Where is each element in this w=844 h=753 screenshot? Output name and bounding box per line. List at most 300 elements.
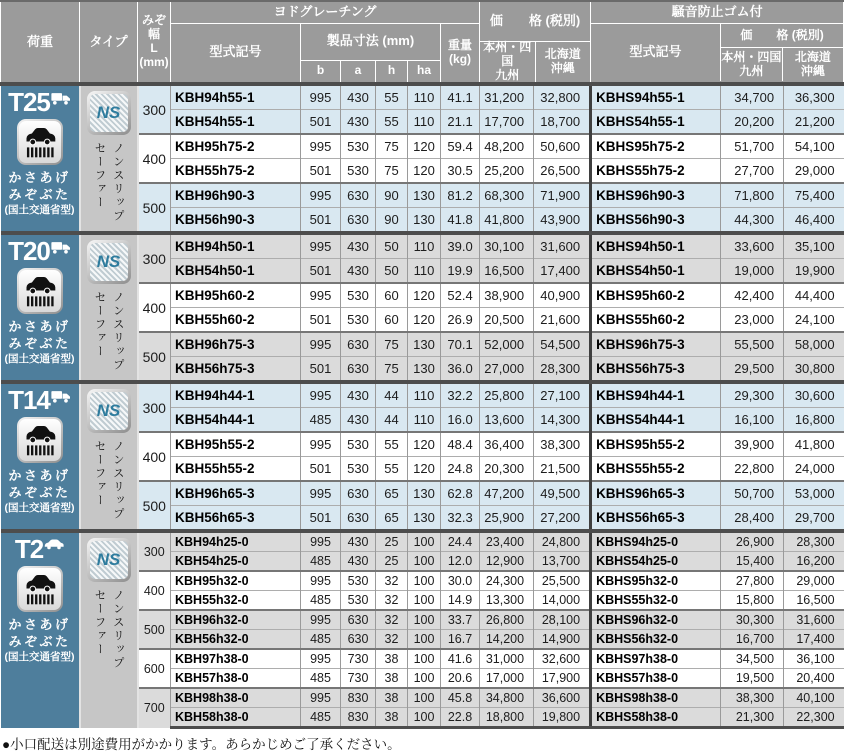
- dim-b-cell: 995: [301, 233, 341, 259]
- price-honshu-cell: 52,000: [480, 332, 534, 357]
- model-code-cell: KBH96h90-3: [171, 183, 301, 208]
- load-caption: [5, 617, 75, 664]
- weight-cell: 45.8: [441, 688, 480, 708]
- dim-h-cell: 38: [376, 708, 408, 728]
- rubber-model-code-cell: KBHS96h90-3: [591, 183, 721, 208]
- weight-cell: 12.0: [441, 552, 480, 572]
- dim-ha-cell: 110: [408, 233, 441, 259]
- dim-ha-cell: 100: [408, 571, 441, 591]
- col-header-rubber-group: [591, 1, 844, 84]
- dim-b-cell: 485: [301, 552, 341, 572]
- dim-a-cell: 730: [341, 649, 376, 669]
- weight-cell: 21.1: [441, 110, 480, 135]
- load-rating-label: T14: [8, 385, 50, 415]
- weight-cell: 20.6: [441, 669, 480, 689]
- ns-logo: [87, 538, 131, 582]
- dim-ha-cell: 100: [408, 688, 441, 708]
- car-icon: [44, 538, 64, 550]
- dim-ha-cell: 100: [408, 531, 441, 552]
- rubber-price-honshu-cell: 16,700: [721, 630, 784, 650]
- rubber-model-code-cell: KBHS98h38-0: [591, 688, 721, 708]
- price-honshu-cell: 31,200: [480, 84, 534, 110]
- dim-ha-cell: 120: [408, 308, 441, 333]
- type-vertical-label: ノンスリップ セーファー: [93, 142, 124, 223]
- price-hokkaido-cell: 50,600: [534, 134, 591, 159]
- col-header-model: 型式記号: [171, 23, 301, 84]
- rubber-price-hokkaido-cell: 20,400: [784, 669, 844, 689]
- dim-h-cell: 50: [376, 259, 408, 284]
- model-code-cell: KBH55h75-2: [171, 159, 301, 184]
- model-code-cell: KBH95h55-2: [171, 432, 301, 457]
- dim-b-cell: 995: [301, 183, 341, 208]
- dim-b-cell: 501: [301, 208, 341, 234]
- price-hokkaido-cell: 43,900: [534, 208, 591, 234]
- model-code-cell: KBH98h38-0: [171, 688, 301, 708]
- col-header-dim-ha: ha: [408, 60, 441, 84]
- rubber-model-code-cell: KBHS95h75-2: [591, 134, 721, 159]
- rubber-price-honshu-cell: 27,800: [721, 571, 784, 591]
- dim-b-cell: 485: [301, 669, 341, 689]
- dim-ha-cell: 100: [408, 669, 441, 689]
- weight-cell: 62.8: [441, 481, 480, 506]
- table-row: [1, 382, 844, 408]
- rubber-price-honshu-cell: 23,000: [721, 308, 784, 333]
- dim-a-cell: 530: [341, 457, 376, 482]
- model-code-cell: KBH55h55-2: [171, 457, 301, 482]
- dim-h-cell: 25: [376, 552, 408, 572]
- caption-line: かさあげ: [8, 617, 71, 632]
- ns-logo-text: NS: [96, 401, 121, 420]
- model-code-cell: KBH94h55-1: [171, 84, 301, 110]
- rubber-price-hokkaido-cell: 21,200: [784, 110, 844, 135]
- dim-a-cell: 630: [341, 208, 376, 234]
- dim-a-cell: 630: [341, 183, 376, 208]
- rubber-model-code-cell: KBHS95h32-0: [591, 571, 721, 591]
- model-code-cell: KBH58h38-0: [171, 708, 301, 728]
- rubber-price-honshu-cell: 34,700: [721, 84, 784, 110]
- dim-b-cell: 501: [301, 110, 341, 135]
- weight-cell: 32.3: [441, 506, 480, 532]
- dim-b-cell: 995: [301, 283, 341, 308]
- load-rating-label: T20: [8, 236, 50, 266]
- caption-line: かさあげ: [8, 319, 71, 334]
- table-row: [1, 84, 844, 110]
- rubber-price-honshu-cell: 33,600: [721, 233, 784, 259]
- dim-a-cell: 630: [341, 506, 376, 532]
- load-cell-T14: [1, 382, 80, 531]
- dim-ha-cell: 110: [408, 259, 441, 284]
- model-code-cell: KBH55h60-2: [171, 308, 301, 333]
- dim-b-cell: 501: [301, 159, 341, 184]
- dim-a-cell: 530: [341, 432, 376, 457]
- rubber-price-honshu-cell: 55,500: [721, 332, 784, 357]
- dim-h-cell: 25: [376, 531, 408, 552]
- caption-line: みぞぶた: [8, 484, 71, 500]
- rubber-model-code-cell: KBHS94h50-1: [591, 233, 721, 259]
- rubber-model-code-cell: KBHS95h55-2: [591, 432, 721, 457]
- dim-ha-cell: 100: [408, 591, 441, 611]
- rubber-price-honshu-cell: 27,700: [721, 159, 784, 184]
- rubber-price-hokkaido-cell: 35,100: [784, 233, 844, 259]
- rubber-model-code-cell: KBHS58h38-0: [591, 708, 721, 728]
- groove-width-cell: 700: [138, 688, 171, 728]
- rubber-model-code-cell: KBHS54h50-1: [591, 259, 721, 284]
- price-honshu-cell: 26,800: [480, 610, 534, 630]
- weight-cell: 22.8: [441, 708, 480, 728]
- groove-width-cell: 500: [138, 183, 171, 233]
- ns-logo: [87, 91, 131, 135]
- table-row: [1, 233, 844, 259]
- dim-h-cell: 32: [376, 630, 408, 650]
- dim-h-cell: 44: [376, 408, 408, 433]
- rubber-price-hokkaido-cell: 58,000: [784, 332, 844, 357]
- dim-ha-cell: 120: [408, 432, 441, 457]
- rubber-price-hokkaido-cell: 46,400: [784, 208, 844, 234]
- model-code-cell: KBH54h25-0: [171, 552, 301, 572]
- groove-width-cell: 500: [138, 481, 171, 531]
- price-honshu-cell: 25,900: [480, 506, 534, 532]
- price-hokkaido-cell: 17,400: [534, 259, 591, 284]
- rubber-model-code-cell: KBHS54h44-1: [591, 408, 721, 433]
- table-header: [1, 1, 844, 84]
- rubber-price-hokkaido-cell: 24,100: [784, 308, 844, 333]
- dim-ha-cell: 120: [408, 457, 441, 482]
- dim-ha-cell: 130: [408, 332, 441, 357]
- dim-a-cell: 430: [341, 382, 376, 408]
- dim-h-cell: 60: [376, 283, 408, 308]
- dim-ha-cell: 100: [408, 552, 441, 572]
- rubber-group-label: 騒音防止ゴム付: [591, 2, 843, 24]
- rubber-price-honshu-cell: 29,300: [721, 382, 784, 408]
- rubber-model-code-cell: KBHS94h55-1: [591, 84, 721, 110]
- load-cell-T2: [1, 531, 80, 728]
- price-hokkaido-cell: 19,800: [534, 708, 591, 728]
- ns-logo-text: NS: [96, 252, 121, 271]
- rubber-price-hokkaido-cell: 36,100: [784, 649, 844, 669]
- ns-logo-text: NS: [96, 103, 121, 122]
- rubber-price-hokkaido-cell: 31,600: [784, 610, 844, 630]
- rubber-price-honshu-cell: 38,300: [721, 688, 784, 708]
- weight-cell: 19.9: [441, 259, 480, 284]
- rubber-model-code-cell: KBHS95h60-2: [591, 283, 721, 308]
- model-code-cell: KBH94h50-1: [171, 233, 301, 259]
- groove-width-cell: 300: [138, 382, 171, 432]
- dim-h-cell: 65: [376, 481, 408, 506]
- load-cell-T20: [1, 233, 80, 382]
- model-code-cell: KBH94h44-1: [171, 382, 301, 408]
- car-grating-icon: [17, 566, 63, 612]
- dim-ha-cell: 100: [408, 630, 441, 650]
- rubber-price-honshu-cell: 71,800: [721, 183, 784, 208]
- dim-a-cell: 530: [341, 159, 376, 184]
- dim-b-cell: 995: [301, 432, 341, 457]
- groove-width-cell: 500: [138, 332, 171, 382]
- dim-ha-cell: 110: [408, 408, 441, 433]
- dim-h-cell: 55: [376, 432, 408, 457]
- dim-ha-cell: 100: [408, 708, 441, 728]
- rubber-price-honshu-cell: 26,900: [721, 531, 784, 552]
- groove-width-cell: 300: [138, 84, 171, 134]
- price-honshu-cell: 17,000: [480, 669, 534, 689]
- load-caption: [5, 468, 75, 515]
- type-cell: [80, 233, 138, 382]
- groove-width-cell: 400: [138, 432, 171, 481]
- rubber-price-honshu-cell: 16,100: [721, 408, 784, 433]
- dim-ha-cell: 130: [408, 357, 441, 383]
- price-honshu-cell: 31,000: [480, 649, 534, 669]
- model-code-cell: KBH55h32-0: [171, 591, 301, 611]
- weight-cell: 26.9: [441, 308, 480, 333]
- col-header-type: タイプ: [80, 1, 138, 84]
- rubber-price-hokkaido-cell: 30,600: [784, 382, 844, 408]
- weight-cell: 16.0: [441, 408, 480, 433]
- price-honshu-cell: 36,400: [480, 432, 534, 457]
- car-grating-icon: [17, 268, 63, 314]
- col-header-region-honshu: 本州・四国 九州: [480, 42, 536, 82]
- price-honshu-cell: 17,700: [480, 110, 534, 135]
- truck-icon: [51, 91, 71, 106]
- rubber-price-honshu-cell: 51,700: [721, 134, 784, 159]
- rubber-model-code-cell: KBHS96h75-3: [591, 332, 721, 357]
- type-cell: [80, 531, 138, 728]
- col-header-dim-a: a: [341, 60, 376, 84]
- dim-a-cell: 430: [341, 531, 376, 552]
- caption-line: みぞぶた: [8, 633, 71, 649]
- dim-ha-cell: 120: [408, 283, 441, 308]
- truck-icon: [51, 389, 71, 404]
- price-honshu-cell: 18,800: [480, 708, 534, 728]
- rubber-model-code-cell: KBHS56h65-3: [591, 506, 721, 532]
- rubber-price-honshu-cell: 15,400: [721, 552, 784, 572]
- price-hokkaido-cell: 24,800: [534, 531, 591, 552]
- model-code-cell: KBH96h32-0: [171, 610, 301, 630]
- weight-cell: 41.8: [441, 208, 480, 234]
- rubber-price-honshu-cell: 21,300: [721, 708, 784, 728]
- dim-b-cell: 995: [301, 332, 341, 357]
- dim-a-cell: 730: [341, 669, 376, 689]
- caption-gov-line: (国土交通省型): [4, 650, 75, 663]
- dim-b-cell: 485: [301, 408, 341, 433]
- rubber-model-code-cell: KBHS97h38-0: [591, 649, 721, 669]
- dim-h-cell: 32: [376, 610, 408, 630]
- dim-h-cell: 75: [376, 357, 408, 383]
- dim-h-cell: 50: [376, 233, 408, 259]
- dim-a-cell: 830: [341, 688, 376, 708]
- rubber-price-hokkaido-cell: 16,800: [784, 408, 844, 433]
- weight-cell: 59.4: [441, 134, 480, 159]
- rubber-price-hokkaido-cell: 28,300: [784, 531, 844, 552]
- dim-h-cell: 75: [376, 159, 408, 184]
- groove-width-cell: 300: [138, 233, 171, 283]
- col-header-groove: みぞ幅 L (mm): [138, 1, 171, 84]
- ns-logo-text: NS: [96, 550, 121, 569]
- dim-b-cell: 995: [301, 649, 341, 669]
- rubber-price-honshu-cell: 22,800: [721, 457, 784, 482]
- rubber-price-honshu-cell: 30,300: [721, 610, 784, 630]
- truck-icon: [51, 240, 71, 255]
- price-honshu-cell: 13,300: [480, 591, 534, 611]
- dim-ha-cell: 100: [408, 610, 441, 630]
- rubber-model-code-cell: KBHS55h75-2: [591, 159, 721, 184]
- col-header-rubber-region-honshu: 本州・四国 九州: [721, 48, 783, 81]
- dim-ha-cell: 100: [408, 649, 441, 669]
- dim-b-cell: 995: [301, 610, 341, 630]
- price-hokkaido-cell: 27,200: [534, 506, 591, 532]
- model-code-cell: KBH54h50-1: [171, 259, 301, 284]
- caption-line: かさあげ: [8, 170, 71, 185]
- caption-line: みぞぶた: [8, 186, 71, 202]
- dim-b-cell: 995: [301, 531, 341, 552]
- dim-ha-cell: 120: [408, 134, 441, 159]
- dim-a-cell: 630: [341, 357, 376, 383]
- weight-cell: 36.0: [441, 357, 480, 383]
- ns-logo: [87, 389, 131, 433]
- rubber-price-honshu-cell: 28,400: [721, 506, 784, 532]
- dim-h-cell: 38: [376, 688, 408, 708]
- dim-h-cell: 60: [376, 308, 408, 333]
- rubber-price-honshu-cell: 42,400: [721, 283, 784, 308]
- weight-cell: 39.0: [441, 233, 480, 259]
- rubber-model-code-cell: KBHS94h25-0: [591, 531, 721, 552]
- dim-h-cell: 55: [376, 110, 408, 135]
- price-hokkaido-cell: 54,500: [534, 332, 591, 357]
- price-hokkaido-cell: 18,700: [534, 110, 591, 135]
- col-header-region-hokkaido: 北海道 沖縄: [544, 47, 581, 75]
- col-header-grating-group: ヨドグレーチング: [171, 1, 480, 23]
- weight-cell: 41.6: [441, 649, 480, 669]
- price-honshu-cell: 12,900: [480, 552, 534, 572]
- price-honshu-cell: 34,800: [480, 688, 534, 708]
- dim-h-cell: 90: [376, 183, 408, 208]
- price-honshu-cell: 16,500: [480, 259, 534, 284]
- rubber-price-honshu-cell: 44,300: [721, 208, 784, 234]
- price-hokkaido-cell: 71,900: [534, 183, 591, 208]
- rubber-price-hokkaido-cell: 40,100: [784, 688, 844, 708]
- dim-a-cell: 630: [341, 332, 376, 357]
- dim-h-cell: 38: [376, 649, 408, 669]
- price-hokkaido-cell: 14,300: [534, 408, 591, 433]
- model-code-cell: KBH95h32-0: [171, 571, 301, 591]
- dim-b-cell: 995: [301, 382, 341, 408]
- rubber-price-hokkaido-cell: 29,700: [784, 506, 844, 532]
- dim-a-cell: 630: [341, 630, 376, 650]
- dim-h-cell: 32: [376, 571, 408, 591]
- price-hokkaido-cell: 21,500: [534, 457, 591, 482]
- caption-gov-line: (国土交通省型): [4, 203, 75, 216]
- dim-b-cell: 995: [301, 571, 341, 591]
- dim-b-cell: 501: [301, 259, 341, 284]
- load-caption: [5, 170, 75, 217]
- price-honshu-cell: 25,200: [480, 159, 534, 184]
- dim-h-cell: 65: [376, 506, 408, 532]
- price-honshu-cell: 47,200: [480, 481, 534, 506]
- groove-width-cell: 400: [138, 571, 171, 610]
- dim-h-cell: 75: [376, 134, 408, 159]
- col-header-rubber-region-hokkaido: 北海道 沖縄: [794, 49, 831, 78]
- price-honshu-cell: 41,800: [480, 208, 534, 234]
- rubber-price-hokkaido-cell: 36,300: [784, 84, 844, 110]
- type-vertical-label: ノンスリップ セーファー: [93, 291, 124, 372]
- dim-a-cell: 630: [341, 610, 376, 630]
- rubber-price-hokkaido-cell: 17,400: [784, 630, 844, 650]
- model-code-cell: KBH97h38-0: [171, 649, 301, 669]
- price-hokkaido-cell: 25,500: [534, 571, 591, 591]
- footer-note: ●小口配送は別途費用がかかります。あらかじめご了承ください。: [2, 737, 401, 752]
- col-header-rubber-model: 型式記号: [591, 24, 721, 81]
- car-grating-icon: [17, 417, 63, 463]
- price-honshu-cell: 38,900: [480, 283, 534, 308]
- rubber-price-honshu-cell: 50,700: [721, 481, 784, 506]
- price-hokkaido-cell: 36,600: [534, 688, 591, 708]
- type-cell: [80, 382, 138, 531]
- col-header-load: 荷重: [1, 1, 80, 84]
- price-honshu-cell: 27,000: [480, 357, 534, 383]
- rubber-model-code-cell: KBHS56h75-3: [591, 357, 721, 383]
- model-code-cell: KBH56h65-3: [171, 506, 301, 532]
- price-honshu-cell: 68,300: [480, 183, 534, 208]
- weight-cell: 24.8: [441, 457, 480, 482]
- dim-b-cell: 501: [301, 457, 341, 482]
- rubber-model-code-cell: KBHS96h65-3: [591, 481, 721, 506]
- price-honshu-cell: 48,200: [480, 134, 534, 159]
- weight-cell: 24.4: [441, 531, 480, 552]
- price-hokkaido-cell: 38,300: [534, 432, 591, 457]
- dim-h-cell: 32: [376, 591, 408, 611]
- rubber-price-hokkaido-cell: 53,000: [784, 481, 844, 506]
- rubber-price-hokkaido-cell: 24,000: [784, 457, 844, 482]
- groove-width-cell: 300: [138, 531, 171, 571]
- rubber-model-code-cell: KBHS94h44-1: [591, 382, 721, 408]
- caption-line: みぞぶた: [8, 335, 71, 351]
- model-code-cell: KBH56h90-3: [171, 208, 301, 234]
- dim-b-cell: 485: [301, 708, 341, 728]
- dim-a-cell: 530: [341, 571, 376, 591]
- dim-ha-cell: 130: [408, 481, 441, 506]
- price-hokkaido-cell: 32,600: [534, 649, 591, 669]
- rubber-price-hokkaido-cell: 29,000: [784, 571, 844, 591]
- rubber-model-code-cell: KBHS56h32-0: [591, 630, 721, 650]
- rubber-price-honshu-cell: 34,500: [721, 649, 784, 669]
- dim-a-cell: 430: [341, 84, 376, 110]
- load-cell-T25: [1, 84, 80, 233]
- dim-ha-cell: 110: [408, 84, 441, 110]
- weight-cell: 81.2: [441, 183, 480, 208]
- weight-cell: 41.1: [441, 84, 480, 110]
- rubber-price-hokkaido-cell: 44,400: [784, 283, 844, 308]
- dim-ha-cell: 130: [408, 183, 441, 208]
- type-vertical-label: ノンスリップ セーファー: [93, 589, 124, 670]
- rubber-model-code-cell: KBHS54h25-0: [591, 552, 721, 572]
- rubber-model-code-cell: KBHS56h90-3: [591, 208, 721, 234]
- rubber-model-code-cell: KBHS55h55-2: [591, 457, 721, 482]
- rubber-price-group-label: 価 格 (税別): [721, 24, 843, 48]
- dim-b-cell: 995: [301, 84, 341, 110]
- price-hokkaido-cell: 32,800: [534, 84, 591, 110]
- rubber-price-honshu-cell: 19,000: [721, 259, 784, 284]
- col-header-price-group: [480, 1, 591, 84]
- model-code-cell: KBH94h25-0: [171, 531, 301, 552]
- caption-gov-line: (国土交通省型): [4, 501, 75, 514]
- price-hokkaido-cell: 17,900: [534, 669, 591, 689]
- dim-b-cell: 501: [301, 357, 341, 383]
- rubber-price-hokkaido-cell: 75,400: [784, 183, 844, 208]
- rubber-price-honshu-cell: 20,200: [721, 110, 784, 135]
- caption-gov-line: (国土交通省型): [4, 352, 75, 365]
- price-hokkaido-cell: 26,500: [534, 159, 591, 184]
- rubber-price-hokkaido-cell: 16,500: [784, 591, 844, 611]
- rubber-price-hokkaido-cell: 29,000: [784, 159, 844, 184]
- dim-ha-cell: 110: [408, 382, 441, 408]
